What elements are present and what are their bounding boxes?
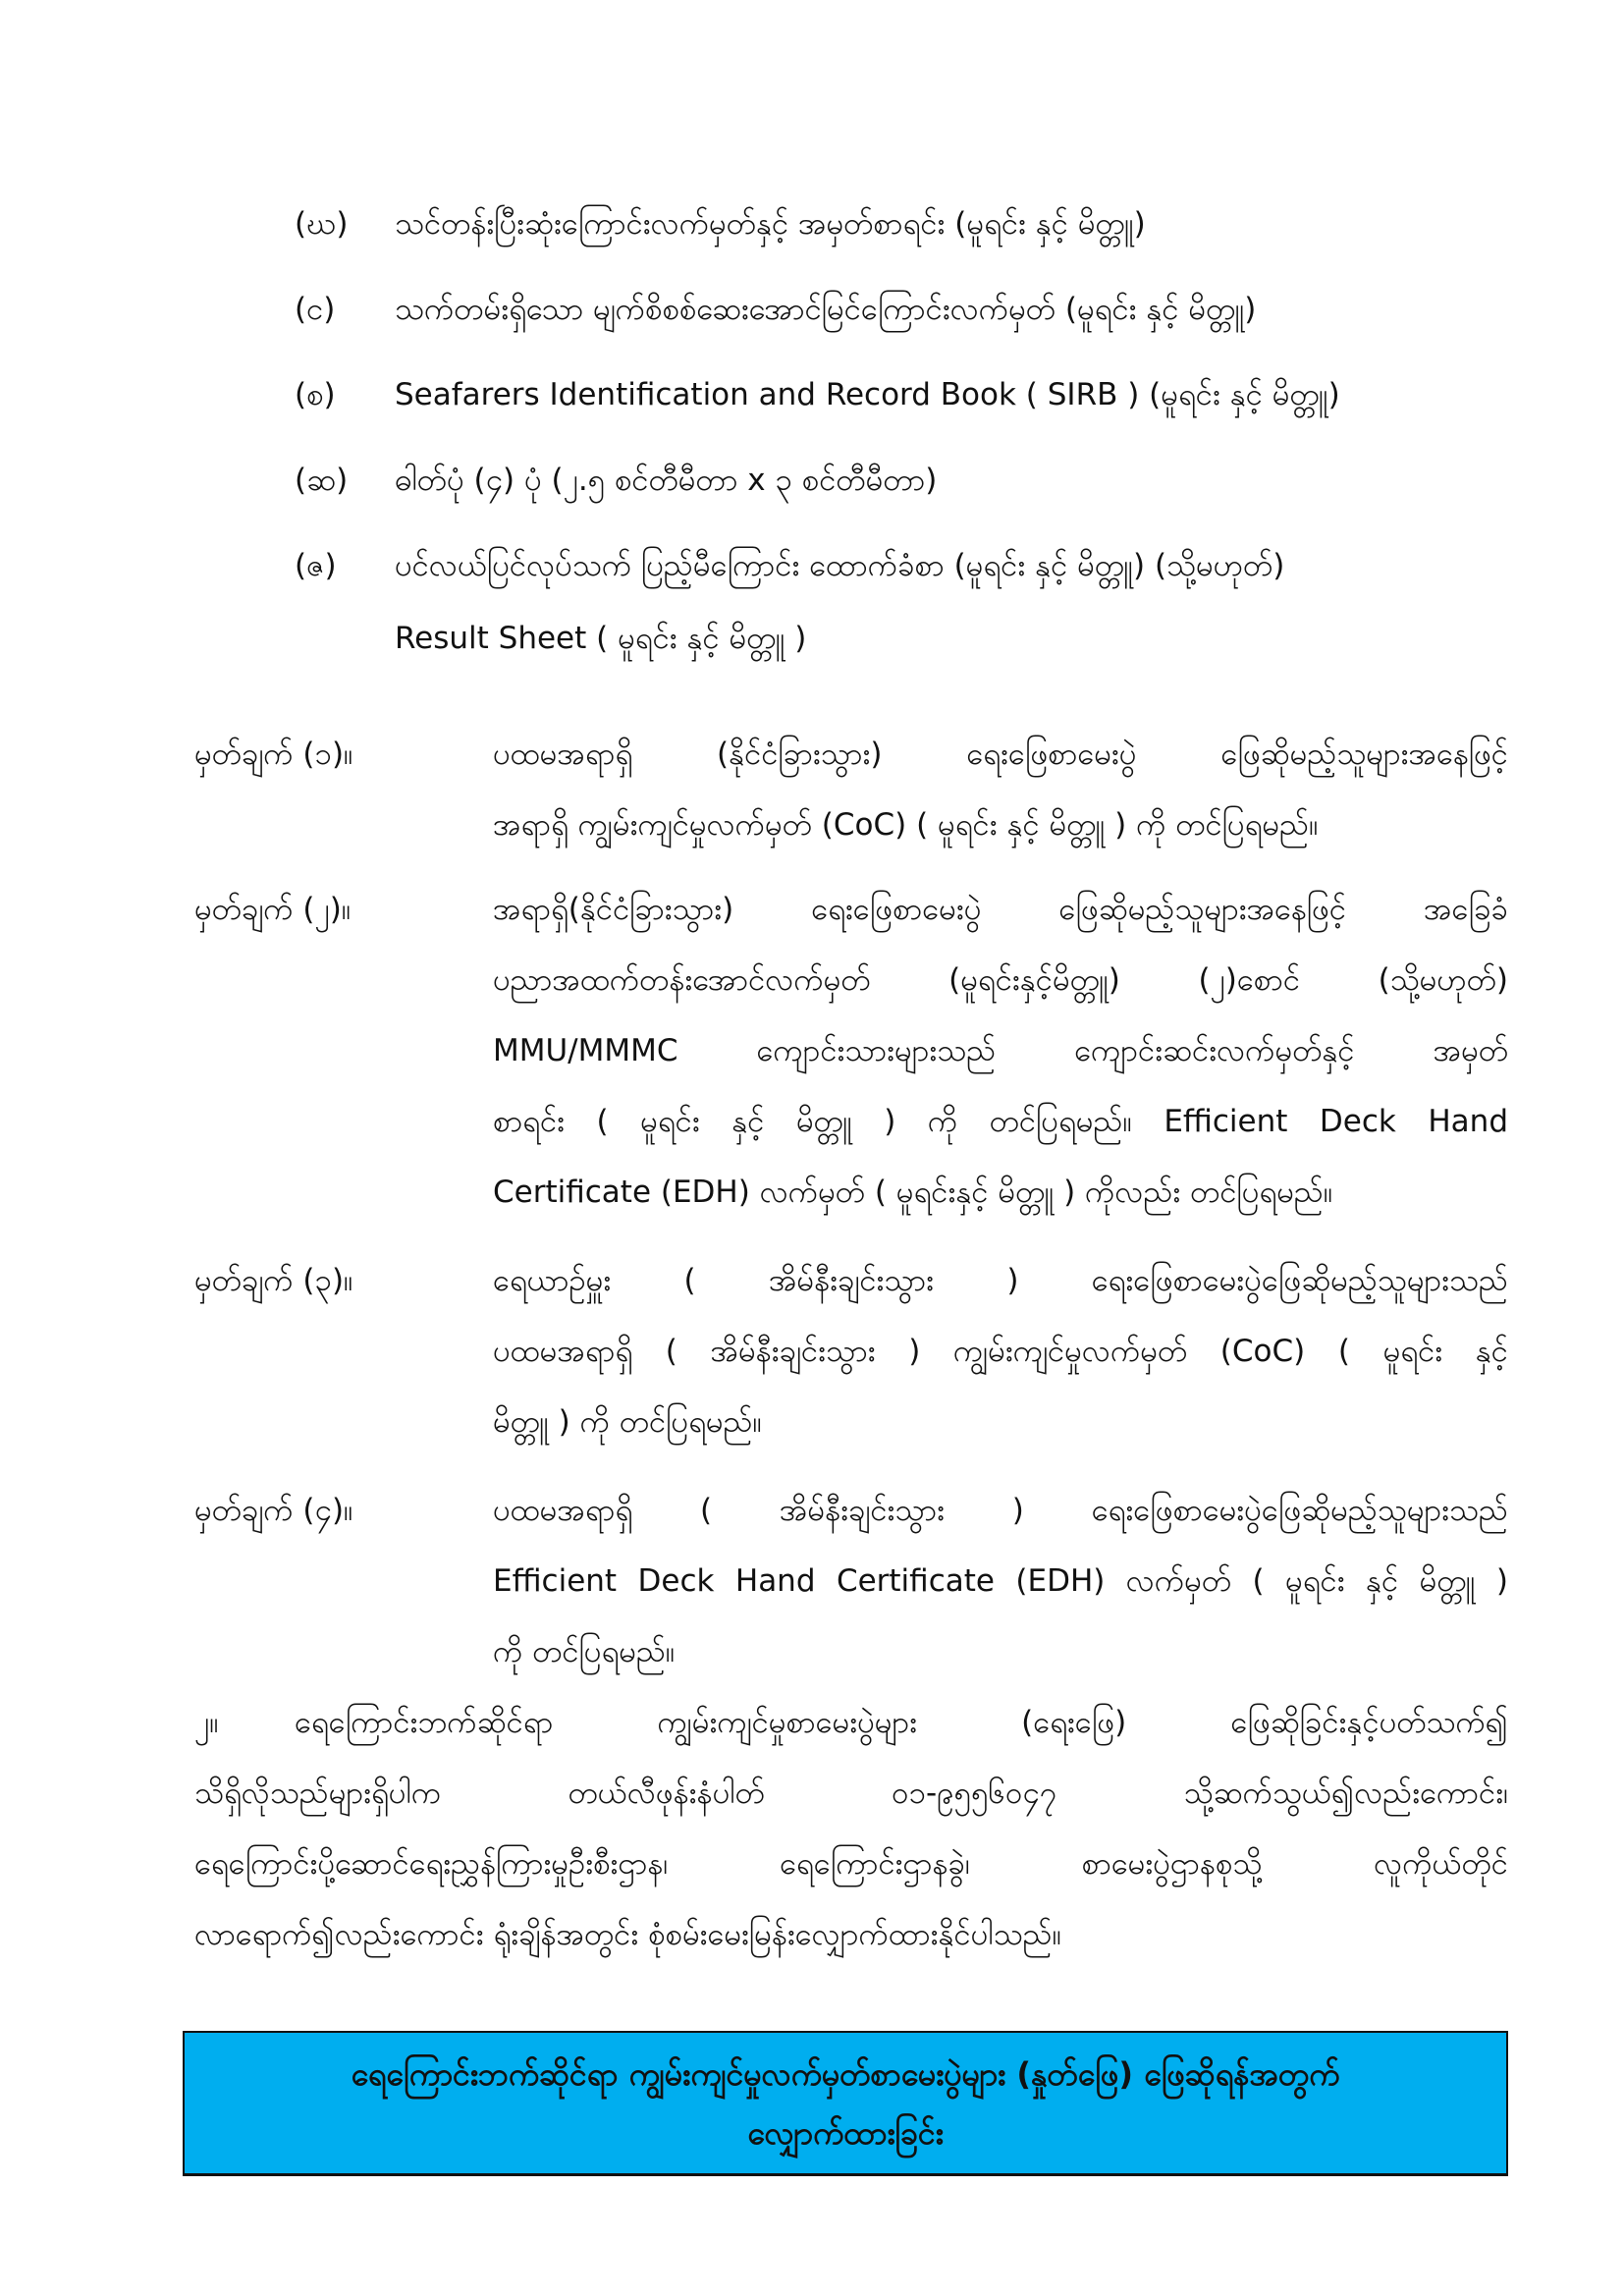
note-line: ပညာအထက်တန်းအောင်လက်မှတ် (မူရင်းနှင့်မိတ္တူ) (၂)စောင် (သို့မဟုတ်) bbox=[493, 962, 1508, 998]
list-text: သက်တမ်းရှိသော မျက်စိစစ်ဆေးအောင်မြင်ကြောင်းလက်မှတ် (မူရင်း နှင့် မိတ္တူ) bbox=[395, 292, 1257, 327]
list-marker: (ဇ) bbox=[295, 548, 337, 583]
note-line: ရေယာဉ်မှူး ( အိမ်နီးချင်းသွား ) ရေးဖြေစာမေးပွဲဖြေဆိုမည့်သူများသည် bbox=[493, 1263, 1508, 1298]
note-line: ပထမအရာရှိ (နိုင်ငံခြားသွား) ရေးဖြေစာမေးပွဲ ဖြေဆိုမည့်သူများအနေဖြင့် bbox=[493, 737, 1508, 772]
note-line: Efficient Deck Hand Certificate (EDH) လက်မှတ် ( မူရင်း နှင့် မိတ္တူ ) bbox=[493, 1563, 1508, 1599]
note-line: ပထမအရာရှိ ( အိမ်နီးချင်းသွား ) ကျွမ်းကျင်မှုလက်မှတ် (CoC) ( မူရင်း နှင့် bbox=[493, 1334, 1508, 1369]
list-text: ဓါတ်ပုံ (၄) ပုံ (၂.၅ စင်တီမီတာ x ၃ စင်တီမီတာ) bbox=[395, 463, 938, 498]
note-line: MMU/MMMC ကျောင်းသားများသည် ကျောင်းဆင်းလက်မှတ်နှင့် အမှတ် bbox=[493, 1033, 1508, 1068]
banner-title-line-2: လျှောက်ထားခြင်း bbox=[747, 2114, 944, 2152]
note-label: မှတ်ချက် (၂)။ bbox=[194, 892, 352, 927]
paragraph-line: ရေကြောင်းပို့ဆောင်ရေးညွှန်ကြားမှုဦးစီးဌာန၊ ရေကြောင်းဌာနခွဲ၊ စာမေးပွဲဌာနစုသို့ လူကိုယ်တိုင် bbox=[194, 1846, 1508, 1882]
banner-title-line-1: ရေကြောင်းဘက်ဆိုင်ရာ ကျွမ်းကျင်မှုလက်မှတ်စာမေးပွဲများ (နှုတ်ဖြေ) ဖြေဆိုရန်အတွက် bbox=[351, 2055, 1340, 2093]
note-line: မိတ္တူ ) ကို တင်ပြရမည်။ bbox=[493, 1404, 762, 1440]
note-line: Certificate (EDH) လက်မှတ် ( မူရင်းနှင့် မိတ္တူ ) ကိုလည်း တင်ပြရမည်။ bbox=[493, 1175, 1333, 1210]
list-marker: (င) bbox=[295, 292, 336, 327]
paragraph-line: သိရှိလိုသည်များရှိပါက တယ်လီဖုန်းနံပါတ် ၀၁-၉၅၅၆၀၄၇ သို့ဆက်သွယ်၍လည်းကောင်း၊ bbox=[194, 1776, 1508, 1811]
list-text: Seafarers Identification and Record Book ( SIRB ) (မူရင်း နှင့် မိတ္တူ) bbox=[395, 377, 1340, 412]
list-marker: (ဆ) bbox=[295, 463, 349, 498]
section-heading-banner bbox=[183, 2031, 1508, 2176]
note-label: မှတ်ချက် (၁)။ bbox=[194, 737, 353, 772]
paragraph-number: ၂။ bbox=[194, 1705, 219, 1740]
note-line: ကို တင်ပြရမည်။ bbox=[493, 1634, 676, 1669]
paragraph-line: ရေကြောင်းဘက်ဆိုင်ရာ ကျွမ်းကျင်မှုစာမေးပွဲများ (ရေးဖြေ) ဖြေဆိုခြင်းနှင့်ပတ်သက်၍ bbox=[295, 1705, 1508, 1740]
paragraph-line: လာရောက်၍လည်းကောင်း ရုံးချိန်အတွင်း စုံစမ်းမေးမြန်းလျှောက်ထားနိုင်ပါသည်။ bbox=[194, 1917, 1062, 1952]
list-marker: (ဃ) bbox=[295, 206, 349, 242]
list-text-continued: Result Sheet ( မူရင်း နှင့် မိတ္တူ ) bbox=[395, 621, 807, 656]
note-line: ပထမအရာရှိ ( အိမ်နီးချင်းသွား ) ရေးဖြေစာမေးပွဲဖြေဆိုမည့်သူများသည် bbox=[493, 1493, 1508, 1528]
note-line: စာရင်း ( မူရင်း နှင့် မိတ္တူ ) ကို တင်ပြရမည်။ Efficient Deck Hand bbox=[493, 1104, 1508, 1139]
note-label: မှတ်ချက် (၃)။ bbox=[194, 1263, 353, 1298]
list-marker: (စ) bbox=[295, 377, 336, 412]
note-line: အရာရှိ(နိုင်ငံခြားသွား) ရေးဖြေစာမေးပွဲ ဖြေဆိုမည့်သူများအနေဖြင့် အခြေခံ bbox=[493, 892, 1508, 927]
note-label: မှတ်ချက် (၄)။ bbox=[194, 1493, 353, 1528]
list-text: သင်တန်းပြီးဆုံးကြောင်းလက်မှတ်နှင့် အမှတ်စာရင်း (မူရင်း နှင့် မိတ္တူ) bbox=[395, 206, 1146, 242]
list-text: ပင်လယ်ပြင်လုပ်သက် ပြည့်မီကြောင်း ထောက်ခံစာ (မူရင်း နှင့် မိတ္တူ) (သို့မဟုတ်) bbox=[395, 548, 1285, 583]
note-line: အရာရှိ ကျွမ်းကျင်မှုလက်မှတ် (CoC) ( မူရင်း နှင့် မိတ္တူ ) ကို တင်ပြရမည်။ bbox=[493, 807, 1319, 843]
